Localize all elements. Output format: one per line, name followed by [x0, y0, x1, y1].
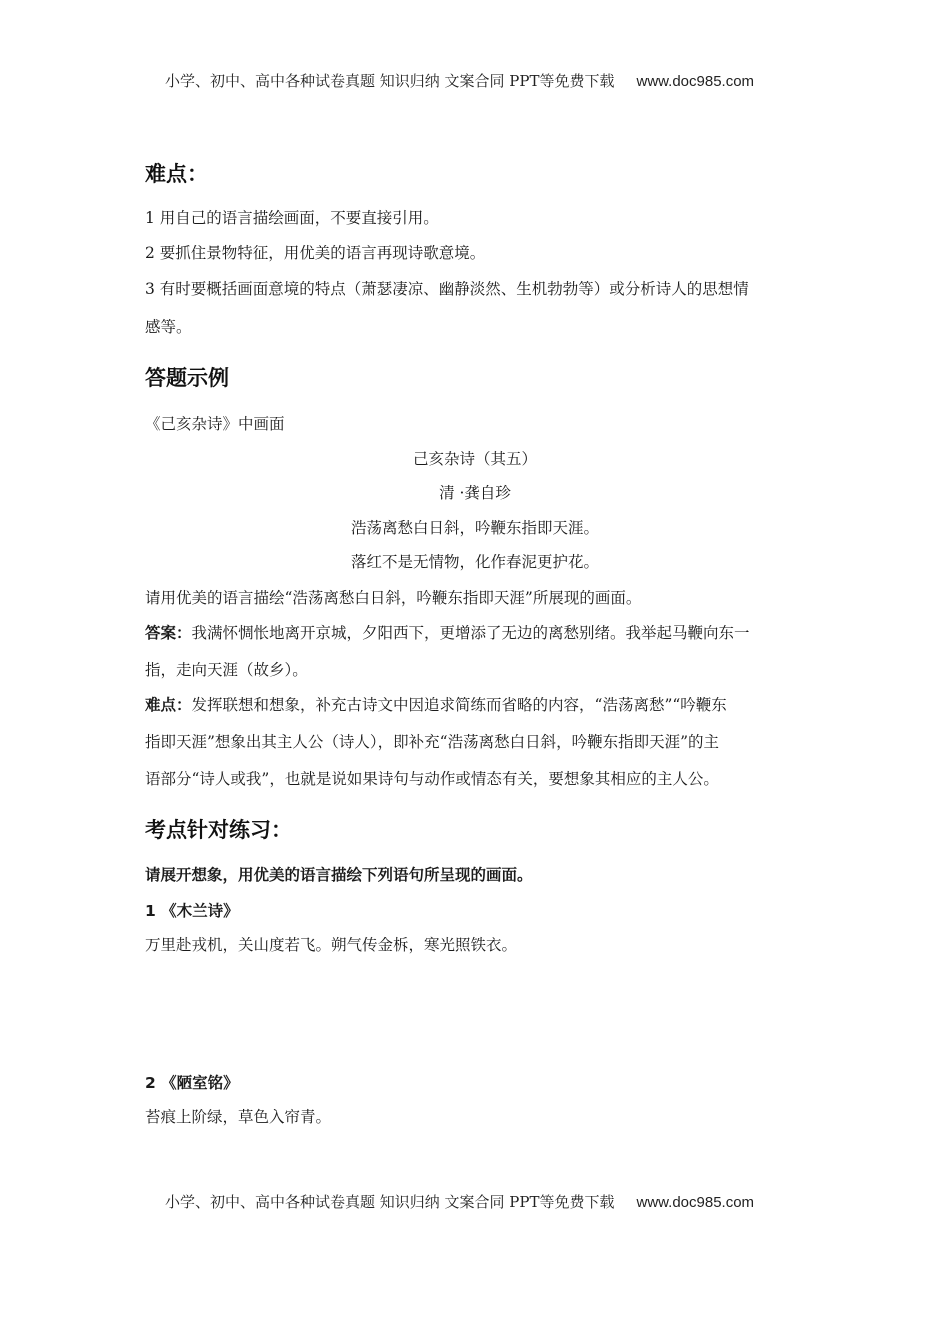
- difficulty-explanation-line: 语部分“诗人或我”，也就是说如果诗句与动作或情态有关，要想象其相应的主人公。: [145, 770, 719, 788]
- example-question: 请用优美的语言描绘“浩荡离愁白日斜，吟鞭东指即天涯”所展现的画面。: [145, 589, 642, 607]
- difficulty-text: 发挥联想和想象，补充古诗文中因追求简练而省略的内容，“浩荡离愁”“吟鞭东: [191, 696, 727, 714]
- poem-title: 己亥杂诗（其五）: [412, 450, 537, 468]
- practice-heading: 考点针对练习：: [145, 818, 292, 842]
- poem-author: 清 ·龚自珍: [439, 484, 511, 502]
- difficulty-explanation-line: 指即天涯”想象出其主人公（诗人），即补充“浩荡离愁白日斜，吟鞭东指即天涯”的主: [145, 733, 720, 751]
- answer-label: 答案：: [145, 624, 192, 642]
- header-url[interactable]: www.doc985.com: [636, 73, 755, 90]
- difficulty-item: 感等。: [145, 318, 192, 336]
- page-header: [165, 70, 754, 91]
- practice-instruction: 请展开想象，用优美的语言描绘下列语句所呈现的画面。: [145, 866, 533, 884]
- answer-text: 我满怀惆怅地离开京城，夕阳西下，更增添了无边的离愁别绪。我举起马鞭向东一: [191, 624, 750, 642]
- difficulty-heading: 难点：: [145, 162, 208, 186]
- practice-item-text: 苔痕上阶绿，草色入帘青。: [145, 1108, 332, 1126]
- difficulty-item: 2 要抓住景物特征，用优美的语言再现诗歌意境。: [145, 244, 486, 262]
- footer-text: 小学、初中、高中各种试卷真题 知识归纳 文案合同 PPT等免费下载: [165, 1193, 615, 1211]
- practice-item-text: 万里赴戎机，关山度若飞。朔气传金柝，寒光照铁衣。: [145, 936, 518, 954]
- answer-line: 指，走向天涯（故乡）。: [145, 661, 308, 679]
- practice-item-label: 1 《木兰诗》: [145, 902, 239, 920]
- example-heading: 答题示例: [145, 366, 229, 390]
- page-footer: [165, 1191, 754, 1212]
- difficulty-explanation-line: [145, 694, 727, 716]
- practice-item-label: 2 《陋室铭》: [145, 1074, 239, 1092]
- header-text: 小学、初中、高中各种试卷真题 知识归纳 文案合同 PPT等免费下载: [165, 72, 615, 90]
- difficulty-item: 1 用自己的语言描绘画面，不要直接引用。: [145, 209, 439, 227]
- difficulty-item: 3 有时要概括画面意境的特点（萧瑟凄凉、幽静淡然、生机勃勃等）或分析诗人的思想情: [145, 280, 749, 298]
- poem-line: 浩荡离愁白日斜，吟鞭东指即天涯。: [350, 519, 599, 537]
- footer-url[interactable]: www.doc985.com: [636, 1194, 755, 1211]
- example-intro: 《己亥杂诗》中画面: [145, 415, 285, 433]
- answer-line: [145, 622, 750, 644]
- difficulty-label: 难点：: [145, 696, 192, 714]
- poem-line: 落红不是无情物，化作春泥更护花。: [350, 553, 599, 571]
